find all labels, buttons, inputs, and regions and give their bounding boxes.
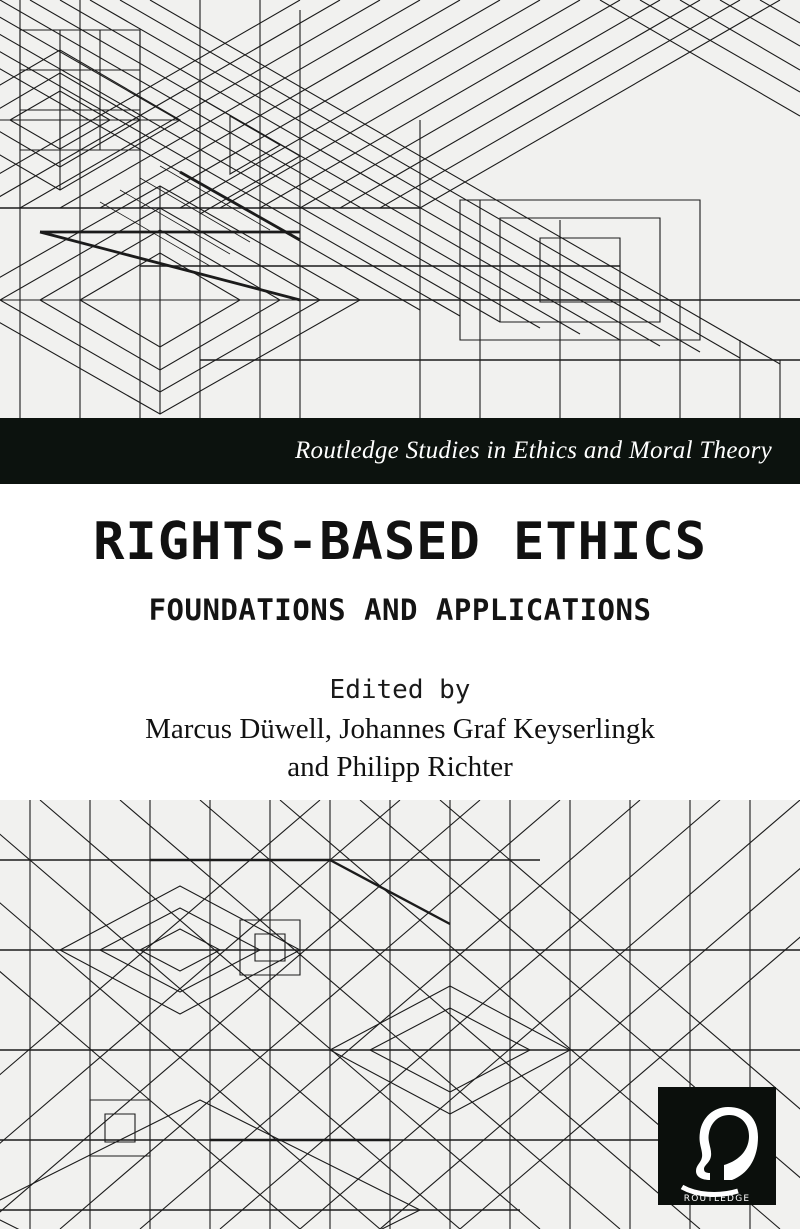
svg-text:ROUTLEDGE: ROUTLEDGE bbox=[683, 1194, 751, 1204]
book-subtitle: FOUNDATIONS AND APPLICATIONS bbox=[148, 593, 652, 628]
routledge-logo bbox=[658, 1087, 776, 1205]
title-block bbox=[0, 484, 800, 800]
editor-names-line-1: Marcus Düwell, Johannes Graf Keyserlingk bbox=[145, 713, 655, 746]
edited-by-label: Edited by bbox=[329, 675, 471, 706]
cover-artwork-top bbox=[0, 0, 800, 418]
book-title: RIGHTS-BASED ETHICS bbox=[93, 512, 707, 572]
series-band bbox=[0, 418, 800, 484]
series-title: Routledge Studies in Ethics and Moral Theory bbox=[294, 437, 772, 464]
editor-names-line-2: and Philipp Richter bbox=[287, 750, 513, 783]
